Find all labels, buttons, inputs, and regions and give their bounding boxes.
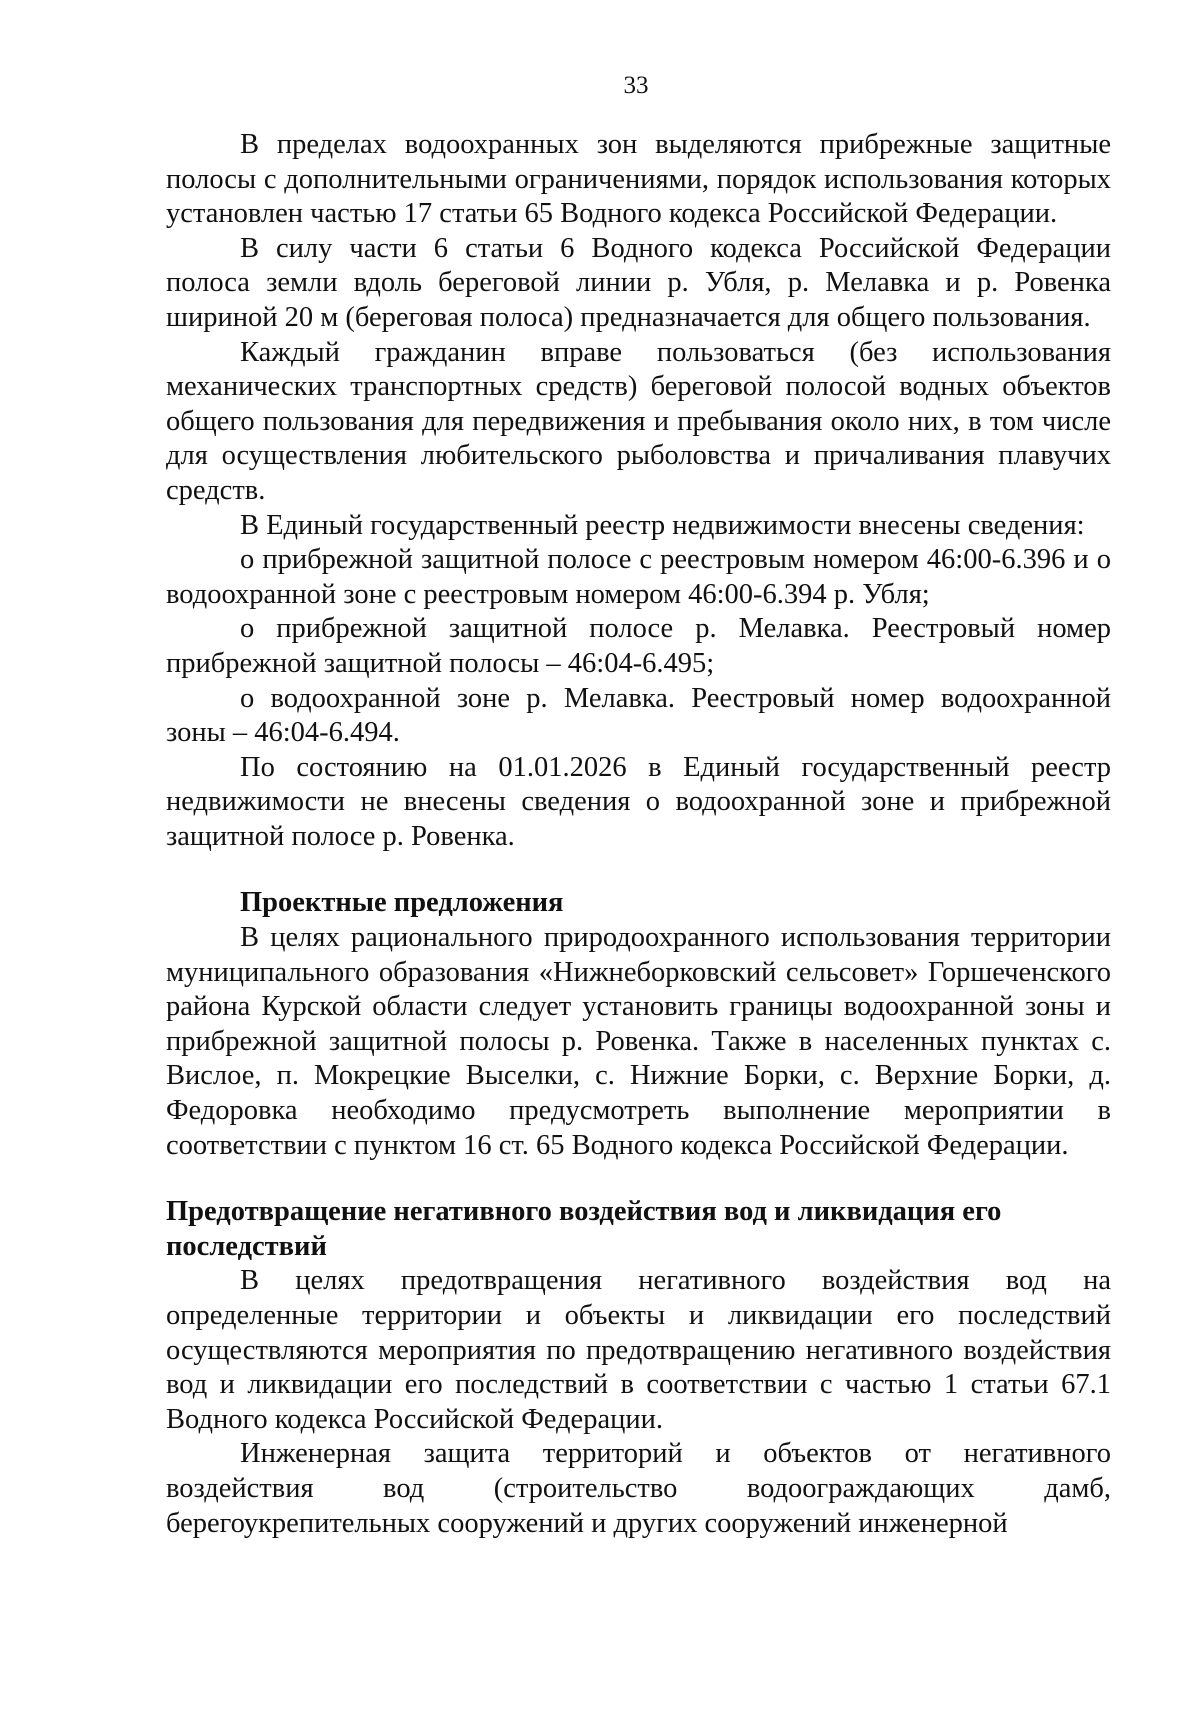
section-heading-line-2: последствий (166, 1230, 327, 1262)
section-heading-negative-impact (166, 1195, 1111, 1264)
paragraph-registry-rovenka: По состоянию на 01.01.2026 в Единый государственный реестр недвижимости не внесены сведения о водоохранной зоне и прибрежной защитной полосе р. Ровенка. (166, 751, 1111, 852)
page-number: 33 (623, 72, 649, 99)
paragraph-registry-intro: В Единый государственный реестр недвижимости внесены сведения: (240, 509, 1085, 541)
paragraph-registry-melavka-zone: о водоохранной зоне р. Мелавка. Реестровый номер водоохранной зоны – 46:04-6.494. (166, 682, 1111, 749)
section-heading-proposals: Проектные предложения (240, 887, 564, 919)
paragraph-citizen-rights: Каждый гражданин вправе пользоваться (без использования механических транспортных средств) береговой полосой водных объектов общего пользования для передвижения и пребывания около них, в том числе для осуществления любительского рыболовства и причаливания плавучих средств. (166, 336, 1111, 506)
paragraph-proposals: В целях рационального природоохранного использования территории муниципального образования «Нижнеборковский сельсовет» Горшеченского района Курской области следует установить границы водоохранной зоны и прибрежной защитной полосы р. Ровенка. Также в населенных пунктах с. Вислое, п. Мокрецкие Выселки, с. Нижние Борки, с. Верхние Борки, д. Федоровка необходимо предусмотреть выполнение мероприятии в соответствии с пунктом 16 ст. 65 Водного кодекса Российской Федерации. (166, 922, 1111, 1161)
paragraph-registry-ublya: о прибрежной защитной полосе с реестровым номером 46:00-6.396 и о водоохранной зоне с реестровым номером 46:00-6.394 р. Убля; (166, 544, 1111, 610)
paragraph-buffer-strips: В пределах водоохранных зон выделяются прибрежные защитные полосы с дополнительными ограничениями, порядок использования которых установлен частью 17 статьи 65 Водного кодекса Российской Федерации. (166, 129, 1111, 230)
paragraph-shore-strip: В силу части 6 статьи 6 Водного кодекса Российской Федерации полоса земли вдоль береговой линии р. Убля, р. Мелавка и р. Ровенка шириной 20 м (береговая полоса) предназначается для общего пользования. (166, 232, 1111, 333)
document-body (166, 128, 1111, 1541)
paragraph-engineering-protection: Инженерная защита территорий и объектов от негативного воздействия вод (строительство водоограждающих дамб, берегоукрепительных сооружений и других сооружений инженерной (166, 1438, 1111, 1539)
paragraph-registry-melavka-strip: о прибрежной защитной полосе р. Мелавка. Реестровый номер прибрежной защитной полосы – 46:04-6.495; (166, 613, 1111, 679)
section-heading-line-1: Предотвращение негативного воздействия вод и ликвидация его (166, 1196, 1002, 1228)
paragraph-negative-impact-prevention: В целях предотвращения негативного воздействия вод на определенные территории и объекты и ликвидации его последствий осуществляются мероприятия по предотвращению негативного воздействия вод и ликвидации его последствий в соответствии с частью 1 статьи 67.1 Водного кодекса Российской Федерации. (166, 1265, 1111, 1435)
